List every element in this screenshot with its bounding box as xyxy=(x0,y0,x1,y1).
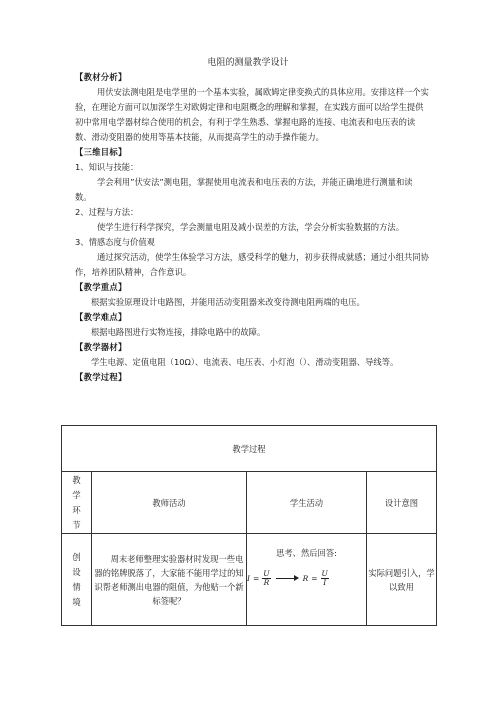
difficulties-text: 根据电路图进行实物连接，排除电路中的故障。 xyxy=(91,327,266,337)
row-teacher-activity: 周末老师整理实验器材时发现一些电器的铭牌脱落了，大家能不能用学过的知识帮老师测出电器的阻值，为他贴一个新标签呢？ xyxy=(92,534,247,626)
material-analysis-text: 用伏安法测电阻是电学里的一个基本实验，属欧姆定律变换式的具体应用。安排这样一个实验，在理论方面可以加深学生对欧姆定律和电阻概念的理解和掌握，在实践方面可以给学生提供初中常用电学器材综合使用的机会，有利于学生熟悉、掌握电路的连接、电流表和电压表的读数、滑动变阻器的使用等基本技能，从而提高学生的动手操作能力。 xyxy=(75,87,429,142)
row-design-intent: 实际问题引入，学以致用 xyxy=(367,534,437,626)
objective-text-process: 使学生进行科学探究，学会测量电阻及减小误差的方法，学会分析实验数据的方法。 xyxy=(97,222,404,232)
objective-text-attitude: 通过探究活动，使学生体验学习方法，感受科学的魅力，初步获得成就感；通过小组共同协作，培养团队精神，合作意识。 xyxy=(75,252,429,277)
objective-label-attitude: 3、情感态度与价值观 xyxy=(75,237,155,247)
objective-label-process: 2、过程与方法： xyxy=(75,207,139,217)
section-heading-objectives: 【三维目标】 xyxy=(75,147,127,157)
table-caption: 教学过程 xyxy=(62,426,437,472)
row-student-activity xyxy=(247,534,367,626)
student-activity-text: 思考、然后回答: xyxy=(276,548,337,558)
header-stage: 教学环节 xyxy=(62,472,92,534)
objective-text-knowledge: 学会利用”伏安法”测电阻，掌握使用电流表和电压表的方法，并能正确地进行测量和读数。 xyxy=(75,177,413,202)
document-body xyxy=(75,70,429,385)
section-heading-equipment: 【教学器材】 xyxy=(75,342,127,352)
arrow-icon xyxy=(276,578,298,579)
section-heading-difficulties: 【教学难点】 xyxy=(75,312,127,322)
header-design-intent: 设计意图 xyxy=(367,472,437,534)
header-teacher-activity: 教师活动 xyxy=(92,472,247,534)
row-stage-cell: 创设情境 xyxy=(62,534,92,626)
section-heading-process: 【教学过程】 xyxy=(75,372,127,382)
key-points-text: 根据实验原理设计电路图，并能用活动变阻器来改变待测电阻两端的电压。 xyxy=(91,297,365,307)
document-title: 电阻的测量教学设计 xyxy=(207,58,289,68)
teaching-process-table xyxy=(61,425,437,626)
objective-label-knowledge: 1、知识与技能： xyxy=(75,162,139,172)
section-heading-key-points: 【教学重点】 xyxy=(75,282,127,292)
equipment-text: 学生电源、定值电阻（10Ω）、电流表、电压表、小灯泡（）、滑动变阻器、导线等。 xyxy=(91,357,399,367)
header-student-activity: 学生活动 xyxy=(247,472,367,534)
section-heading-material-analysis: 【教材分析】 xyxy=(75,72,127,82)
ohms-law-formula: I = $\frac{U}{R}$ R = $\frac{U}{I}$ xyxy=(247,569,328,587)
